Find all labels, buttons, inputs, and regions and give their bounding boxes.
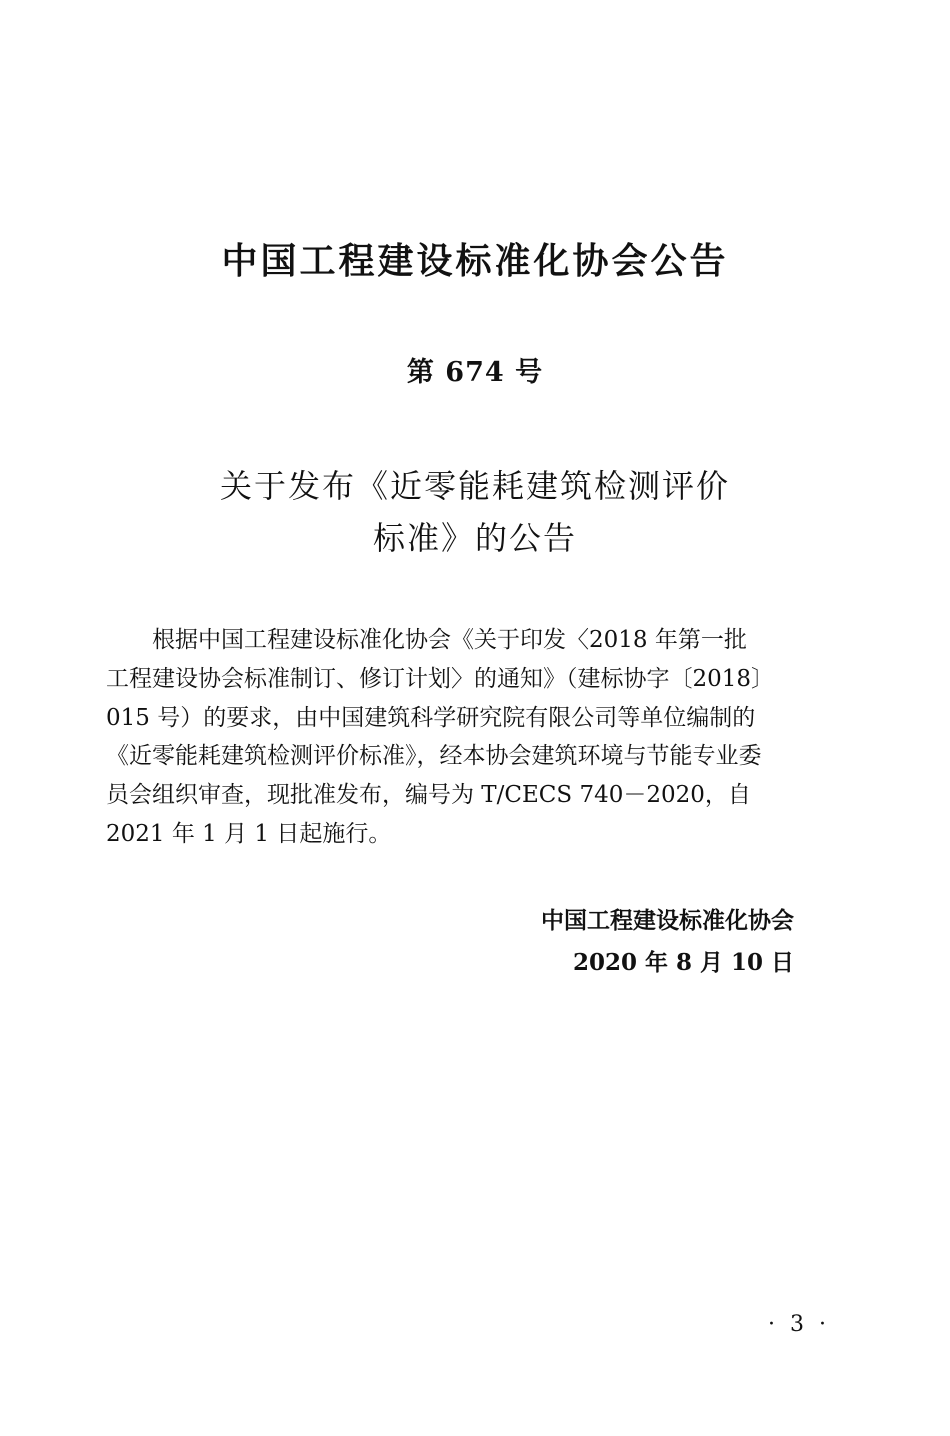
signature-block <box>541 900 794 984</box>
signature-org: 中国工程建设标准化协会 <box>541 908 794 934</box>
announcement-subject <box>0 460 950 564</box>
announcement-number: 第 674 号 <box>406 357 544 388</box>
body-line: 2021 年 1 月 1 日起施行。 <box>106 820 392 847</box>
announcement-org-title: 中国工程建设标准化协会公告 <box>221 241 729 282</box>
announcement-body <box>106 621 848 854</box>
body-line: 员会组织审查，现批准发布，编号为 T/CECS 740－2020，自 <box>106 782 751 809</box>
subject-line: 标准》的公告 <box>372 519 577 557</box>
signature-date: 2020 年 8 月 10 日 <box>572 949 794 976</box>
body-line: 根据中国工程建设标准化协会《关于印发〈2018 年第一批 <box>106 627 747 653</box>
body-line: 《近零能耗建筑检测评价标准》，经本协会建筑环境与节能专业委 <box>106 743 762 770</box>
body-line: 工程建设协会标准制订、修订计划〉的通知》（建标协字〔2018〕 <box>106 665 775 692</box>
body-line: 015 号）的要求，由中国建筑科学研究院有限公司等单位编制的 <box>106 704 756 731</box>
subject-line: 关于发布《近零能耗建筑检测评价 <box>219 467 730 505</box>
page-number: · 3 · <box>768 1312 830 1337</box>
